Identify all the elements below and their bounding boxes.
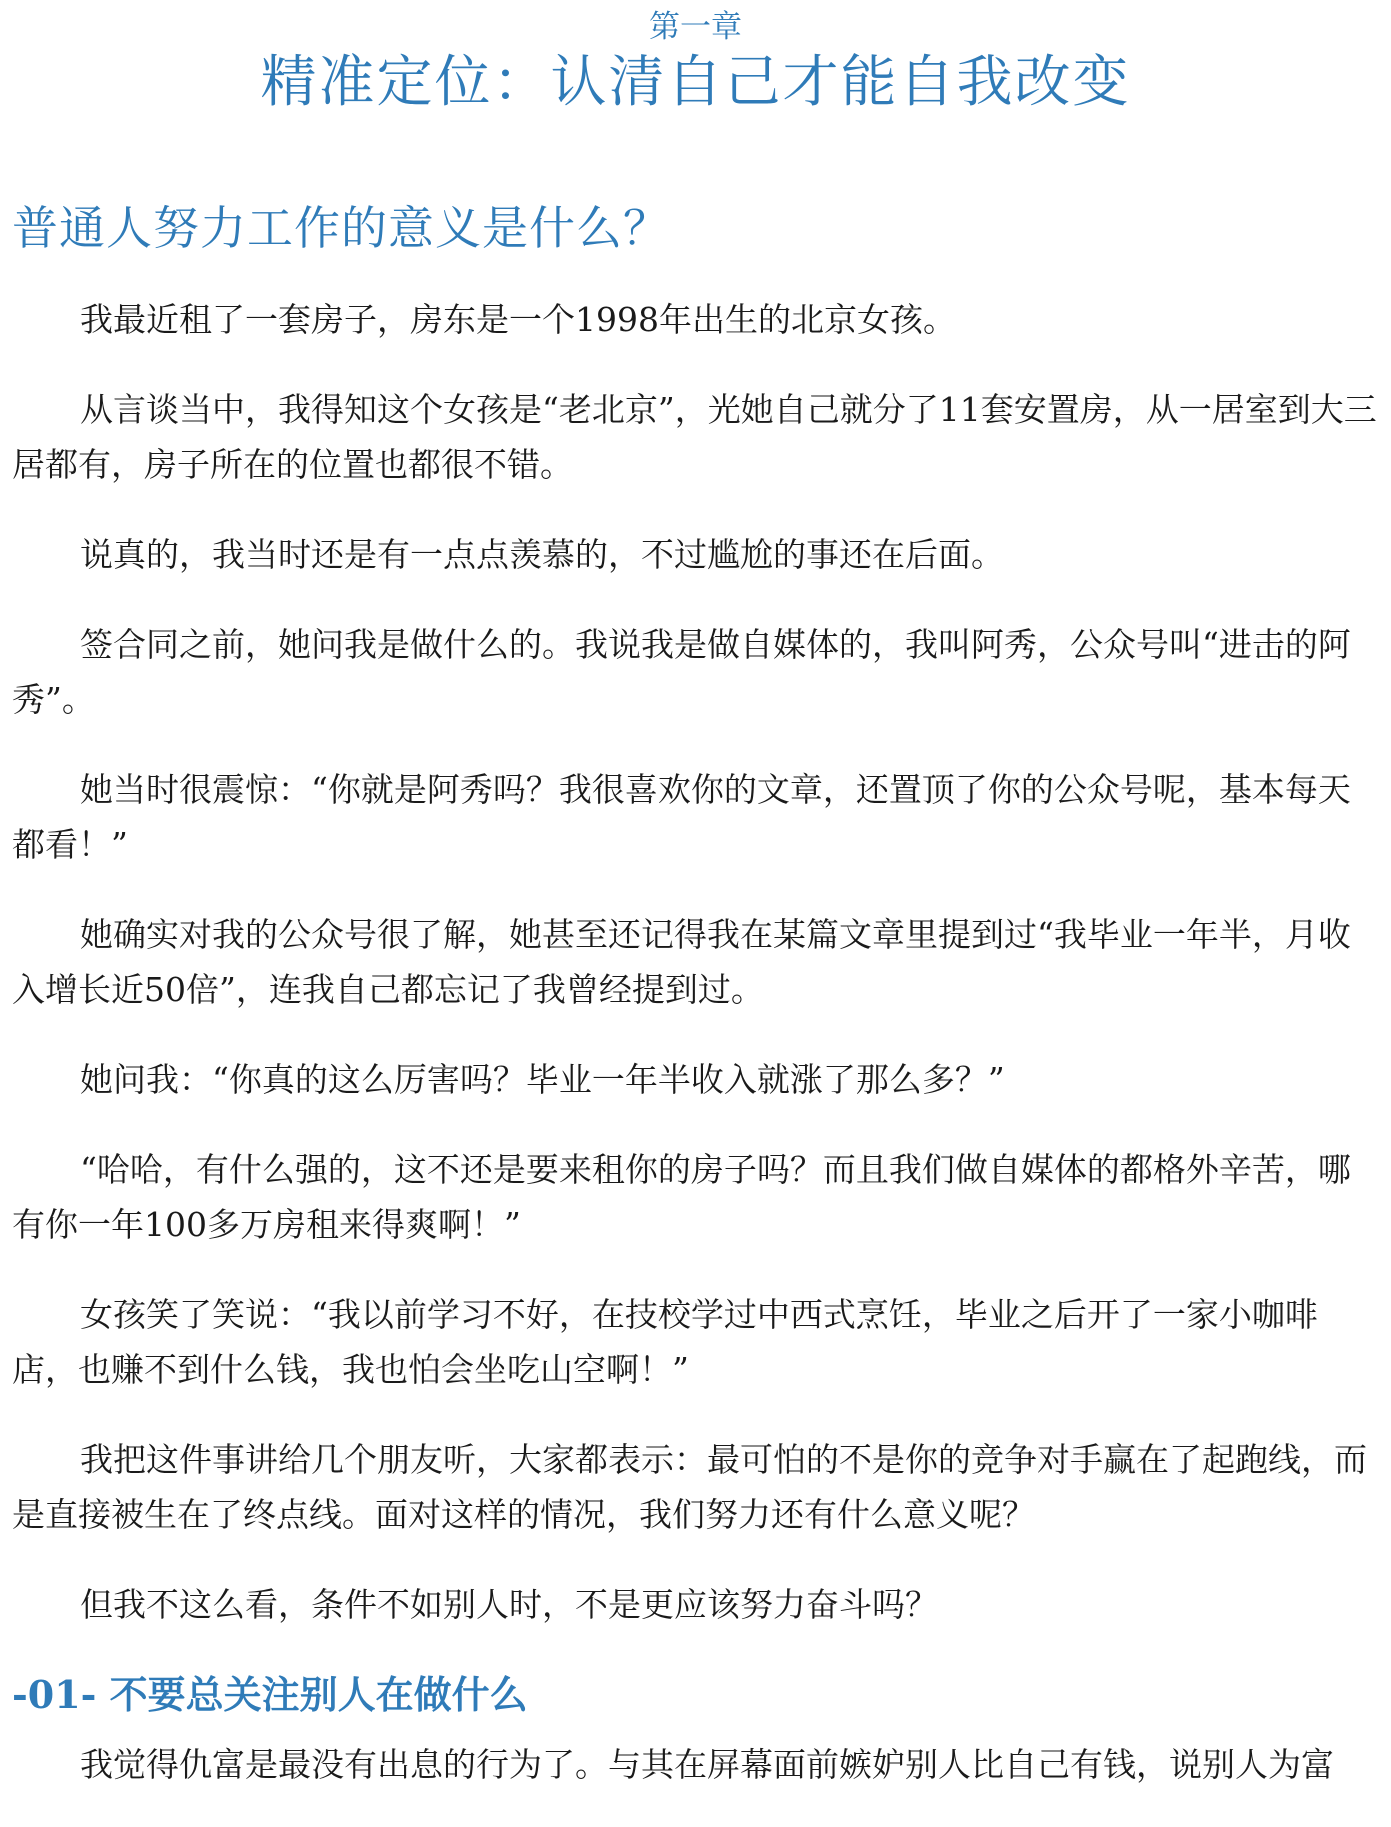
- paragraph: 她确实对我的公众号很了解，她甚至还记得我在某篇文章里提到过“我毕业一年半，月收入增长近50倍”，连我自己都忘记了我曾经提到过。: [12, 915, 1351, 1009]
- chapter-label: 第一章: [649, 9, 742, 45]
- paragraph: 签合同之前，她问我是做什么的。我说我是做自媒体的，我叫阿秀，公众号叫“进击的阿秀”。: [12, 625, 1351, 719]
- paragraph: “哈哈，有什么强的，这不还是要来租你的房子吗？而且我们做自媒体的都格外辛苦，哪有你一年100多万房租来得爽啊！”: [12, 1150, 1351, 1244]
- paragraph: 从言谈当中，我得知这个女孩是“老北京”，光她自己就分了11套安置房，从一居室到大三居都有，房子所在的位置也都很不错。: [12, 390, 1377, 484]
- paragraph: 她当时很震惊：“你就是阿秀吗？我很喜欢你的文章，还置顶了你的公众号呢，基本每天都看！”: [12, 770, 1351, 864]
- paragraph: 但我不这么看，条件不如别人时，不是更应该努力奋斗吗？: [80, 1585, 938, 1624]
- paragraph: 说真的，我当时还是有一点点羡慕的，不过尴尬的事还在后面。: [80, 535, 1004, 574]
- paragraph: 女孩笑了笑说：“我以前学习不好，在技校学过中西式烹饪，毕业之后开了一家小咖啡店，也赚不到什么钱，我也怕会坐吃山空啊！”: [12, 1295, 1318, 1389]
- subsection-title: -01- 不要总关注别人在做什么: [12, 1672, 528, 1717]
- paragraph: 她问我：“你真的这么厉害吗？毕业一年半收入就涨了那么多？”: [80, 1060, 1005, 1099]
- closing-paragraph: 我觉得仇富是最没有出息的行为了。与其在屏幕面前嫉妒别人比自己有钱，说别人为富: [80, 1745, 1334, 1784]
- paragraph: 我把这件事讲给几个朋友听，大家都表示：最可怕的不是你的竞争对手赢在了起跑线，而是直接被生在了终点线。面对这样的情况，我们努力还有什么意义呢？: [12, 1440, 1367, 1534]
- section-title: 普通人努力工作的意义是什么？: [12, 201, 670, 255]
- body-text: [12, 292, 1378, 1827]
- chapter-title: 精准定位：认清自己才能自我改变: [260, 50, 1131, 115]
- paragraph: 我最近租了一套房子，房东是一个1998年出生的北京女孩。: [80, 300, 956, 339]
